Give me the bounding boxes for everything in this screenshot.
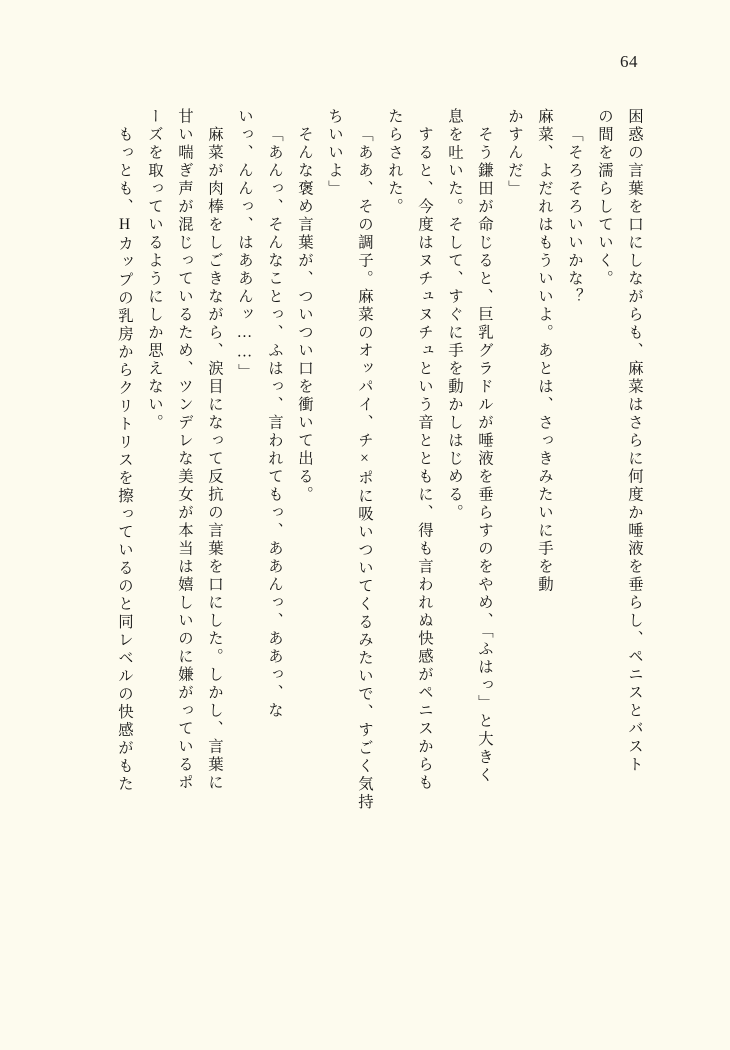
text-column: 「あんっ、そんなことっ、ふはっ、言われてもっ、ああんっ、ああっ、な <box>266 126 283 720</box>
text-column: 麻菜が肉棒をしごきながら、涙目になって反抗の言葉を口にした。しかし、言葉に <box>206 126 223 792</box>
text-column: 困惑の言葉を口にしながらも、麻菜はさらに何度か唾液を垂らし、ペニスとバスト <box>626 108 643 774</box>
text-column: かすんだ」 <box>506 108 523 198</box>
text-column: ーズを取っているようにしか思えない。 <box>146 108 163 432</box>
text-column: 甘い喘ぎ声が混じっているため、ツンデレな美女が本当は嬉しいのに嫌がっているポ <box>176 108 193 792</box>
text-column: そう鎌田が命じると、巨乳グラドルが唾液を垂らすのをやめ、「ふはっ」と大きく <box>476 126 493 785</box>
text-column: 麻菜、よだれはもういいよ。あとは、さっきみたいに手を動 <box>536 108 553 594</box>
text-column: そんな褒め言葉が、ついつい口を衝いて出る。 <box>296 126 313 504</box>
text-column: 「ああ、その調子。麻菜のオッパイ、チ×ポに吸いついてくるみたいで、すごく気持 <box>356 126 373 812</box>
text-column: すると、今度はヌチュヌチュという音とともに、得も言われぬ快感がペニスからも <box>416 126 433 792</box>
text-column: 息を吐いた。そして、すぐに手を動かしはじめる。 <box>446 108 463 522</box>
text-column: もっとも、Hカップの乳房からクリトリスを擦っているのと同レベルの快感がもた <box>116 126 133 794</box>
page-text-body <box>78 108 642 968</box>
text-column: たらされた。 <box>386 108 403 216</box>
text-column: いっ、んんっ、はああんッ……」 <box>236 108 253 382</box>
text-column: ちいいよ」 <box>326 108 343 198</box>
text-column: 「そろそろいいかな？ <box>566 126 583 306</box>
page-number: 64 <box>620 52 638 71</box>
text-column: の間を濡らしていく。 <box>596 108 613 288</box>
